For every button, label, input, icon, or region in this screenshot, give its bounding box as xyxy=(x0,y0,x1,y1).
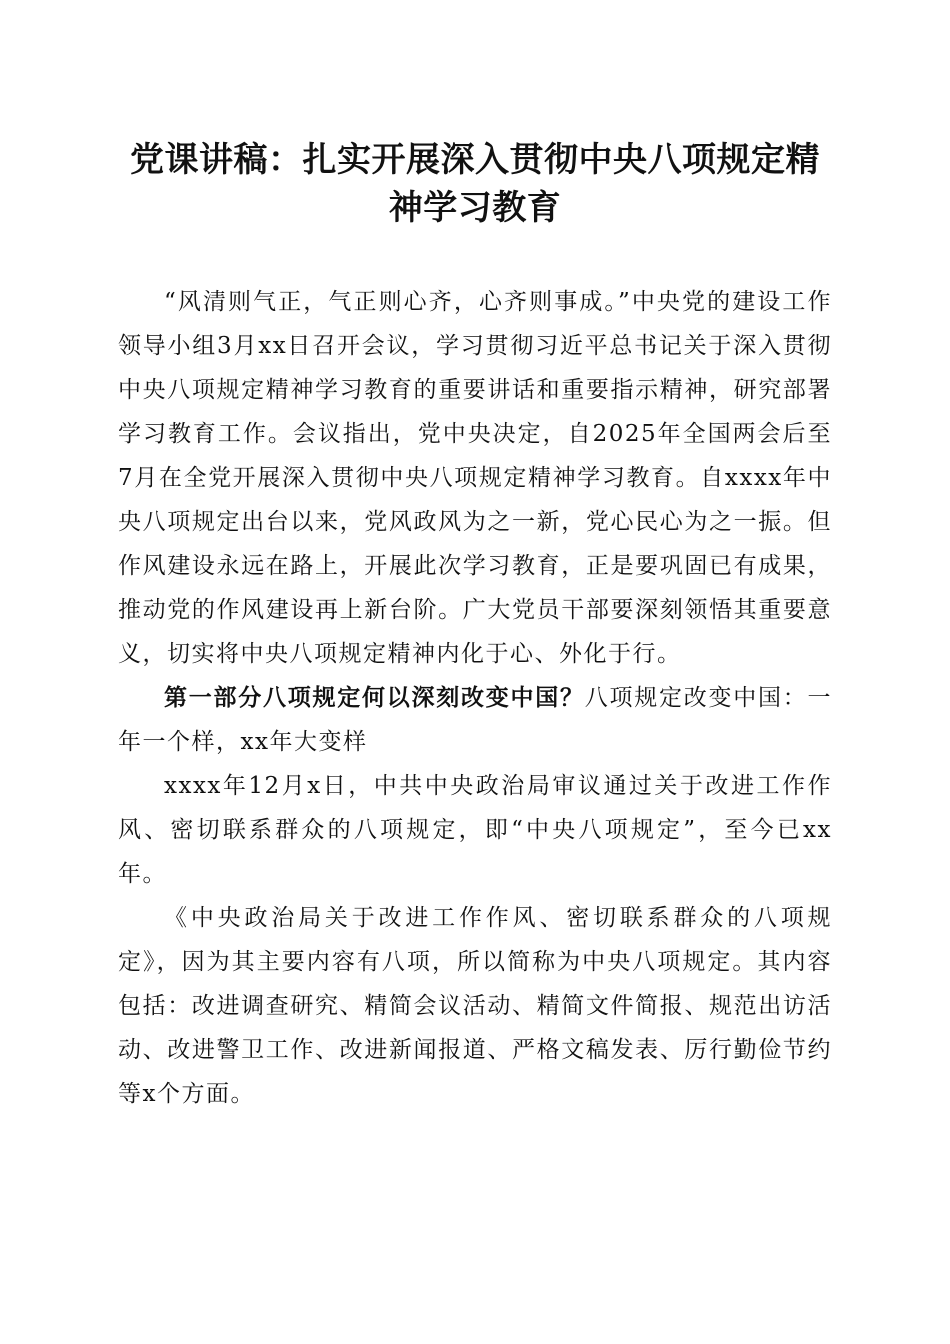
section-heading-lead: 第一部分八项规定何以深刻改变中国？ xyxy=(164,685,585,711)
section-heading-tail: 八项规定改变中国：一年一个样，xx年大变样 xyxy=(118,685,832,755)
section-heading xyxy=(118,676,832,764)
intro-paragraph: “风清则气正，气正则心齐，心齐则事成。”中央党的建设工作领导小组3月xx日召开会议，学习贯彻习近平总书记关于深入贯彻中央八项规定精神学习教育的重要讲话和重要指示精神，研究部署学习教育工作。会议指出，党中央决定，自2025年全国两会后至7月在全党开展深入贯彻中央八项规定精神学习教育。自xxxx年中央八项规定出台以来，党风政风为之一新，党心民心为之一振。但作风建设永远在路上，开展此次学习教育，正是要巩固已有成果，推动党的作风建设再上新台阶。广大党员干部要深刻领悟其重要意义，切实将中央八项规定精神内化于心、外化于行。 xyxy=(118,289,832,667)
body-paragraph: xxxx年12月x日，中共中央政治局审议通过关于改进工作作风、密切联系群众的八项规定，即“中央八项规定”，至今已xx年。 xyxy=(118,773,832,887)
document-title: 党课讲稿：扎实开展深入贯彻中央八项规定精神学习教育 xyxy=(130,140,820,228)
body-paragraph: 《中央政治局关于改进工作作风、密切联系群众的八项规定》，因为其主要内容有八项，所以简称为中央八项规定。其内容包括：改进调查研究、精简会议活动、精简文件简报、规范出访活动、改进警卫工作、改进新闻报道、严格文稿发表、厉行勤俭节约等x个方面。 xyxy=(118,905,832,1107)
document-body xyxy=(118,280,832,1116)
